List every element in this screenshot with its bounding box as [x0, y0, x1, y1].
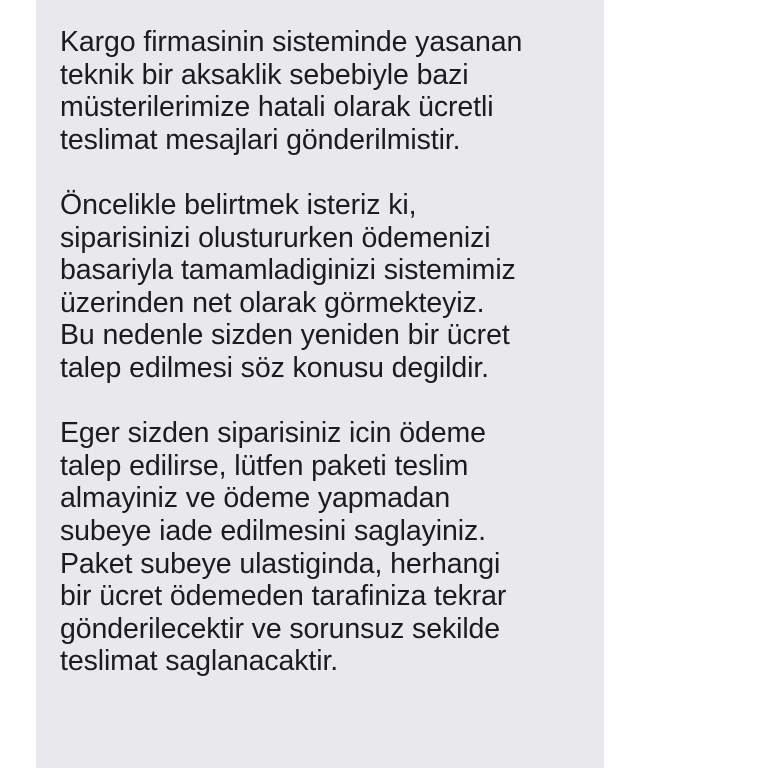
- message-line: Kargo firmasinin sisteminde yasanan: [60, 26, 523, 58]
- message-line: talep edilirse, lütfen paketi teslim: [60, 449, 469, 482]
- paragraph-gap: [60, 156, 600, 189]
- message-line: teslimat saglanacaktir.: [60, 645, 339, 678]
- message-line: müsterilerimize hatali olarak ücretli: [60, 91, 494, 124]
- message-line: Eger sizden siparisiniz icin ödeme: [60, 417, 486, 450]
- message-line: teslimat mesajlari gönderilmistir.: [60, 123, 461, 156]
- message-line: almayiniz ve ödeme yapmadan: [60, 482, 451, 515]
- message-line: teknik bir aksaklik sebebiyle bazi: [60, 58, 469, 91]
- message-line: Öncelikle belirtmek isteriz ki,: [60, 188, 417, 221]
- paragraph-gap: [60, 385, 600, 418]
- message-line: Paket subeye ulastiginda, herhangi: [60, 547, 501, 580]
- message-line: basariyla tamamladiginizi sistemimiz: [60, 254, 516, 287]
- message-line: talep edilmesi söz konusu degildir.: [60, 351, 489, 384]
- message-line: siparisinizi olustururken ödemenizi: [60, 221, 491, 254]
- message-line: üzerinden net olarak görmekteyiz.: [60, 286, 485, 319]
- message-line: subeye iade edilmesini saglayiniz.: [60, 514, 486, 547]
- message-line: gönderilecektir ve sorunsuz sekilde: [60, 612, 501, 645]
- message-text: [60, 26, 600, 678]
- message-line: bir ücret ödemeden tarafiniza tekrar: [60, 580, 507, 613]
- message-line: Bu nedenle sizden yeniden bir ücret: [60, 319, 510, 352]
